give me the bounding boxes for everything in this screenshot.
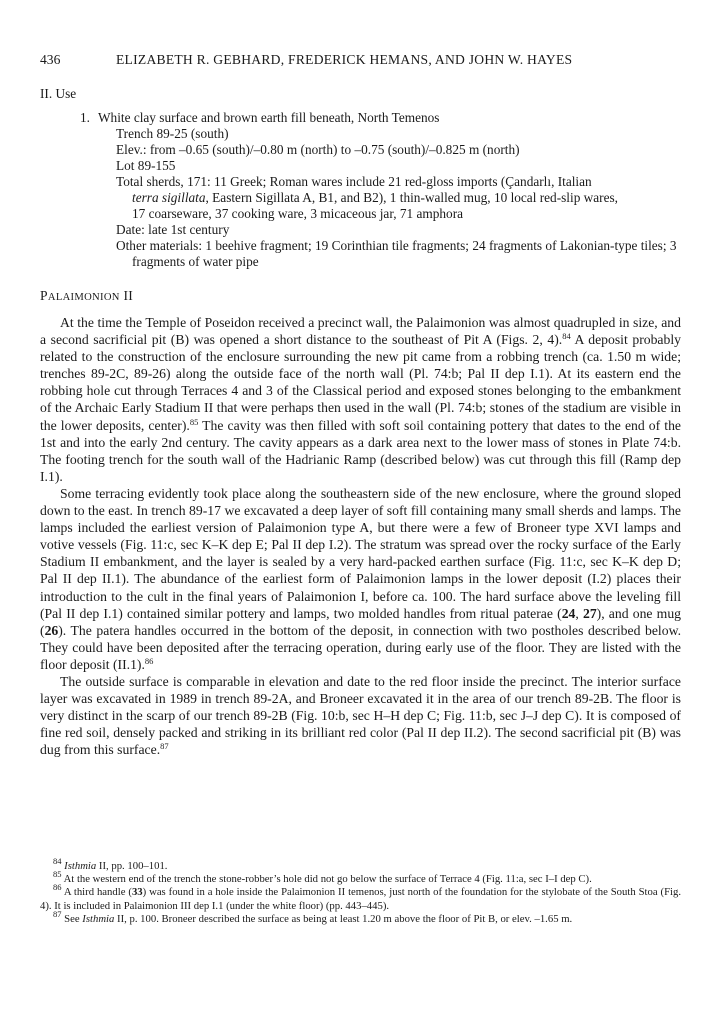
catalog-ref-26: 26 [44, 622, 59, 638]
footnote-84-italic: Isthmia [64, 860, 97, 872]
footnote-85-text: At the western end of the trench the stone-robber’s hole did not go below the surface of Terrace 4 (Fig. 11:a, sec I–I dep C). [61, 873, 592, 886]
use-item-title: White clay surface and brown earth fill beneath, North Temenos [98, 110, 440, 125]
paragraph-2-part-a: Some terracing evidently took place along the southeastern side of the new enclosure, where the ground sloped down to the east. In trench 89-17 we excavated a deep layer of soft fill containing many small sherds and lamps. The lamps included the earliest version of Palaimonion type A, but there were a few of Broneer type XVI lamps and votive vessels (Fig. 11:c, sec K–K dep E; Pal II dep I.2). The stratum was spread over the rocky surface of the Early Stadium II embankment, and the layer is sealed by a very hard-packed earthen surface (Fig. 11:c, sec K–K dep D; Pal II dep II.1). The abundance of the earliest form of Palaimonion lamps in the lower deposit (I.2) places their introduction to the cult in the final years of Palaimonion I, before ca. 100. The hard surface above the leveling fill (Pal II dep I.1) contained similar pottery and lamps, two molded handles from ritual paterae ( [40, 485, 681, 621]
use-sherds-line-2 [80, 190, 680, 206]
use-elevation: Elev.: from –0.65 (south)/–0.80 m (north) to –0.75 (south)/–0.825 m (north) [116, 142, 520, 157]
footnote-86 [40, 882, 681, 912]
section-title-initial: P [40, 288, 48, 303]
catalog-ref-24: 24 [561, 605, 576, 621]
footnote-number: 86 [53, 882, 62, 893]
paragraph-2 [40, 485, 681, 673]
footnote-85 [40, 869, 681, 886]
paragraph-1-part-b: A deposit probably related to the construction of the enclosure surrounding the new pit came from a robbing trench (ca. 1.50 m wide; trenches 89-2C, 89-26) along the outside face of the north wall (Pl. 74:b; Pal II dep I.1). At its eastern end the robbing hole cut through Terraces 4 and 3 of the Classical period and exposed stones belonging to the embankment of the Archaic Early Stadium II that were perhaps then used in the wall (Pl. 74:b; stones of the stadium are visible in the lower deposits, center). [40, 332, 682, 433]
catalog-ref-33: 33 [131, 886, 143, 899]
use-item-title-line [80, 110, 680, 126]
section-title-numeral: II [123, 288, 134, 303]
footnote-ref-87[interactable]: 87 [160, 741, 169, 752]
paragraph-1-part-a: At the time the Temple of Poseidon received a precinct wall, the Palaimonion was almost quadrupled in size, and a second sacrificial pit (B) was opened a short distance to the southeast of Pit A (Figs. 2, 4). [40, 315, 681, 348]
use-date: Date: late 1st century [116, 222, 230, 237]
footnote-number: 84 [53, 856, 62, 866]
running-authors: ELIZABETH R. GEBHARD, FREDERICK HEMANS, AND JOHN W. HAYES [116, 52, 573, 67]
use-entry [80, 110, 680, 270]
paragraph-2-part-c: ). The patera handles occurred in the bottom of the deposit, in connection with two postholes described below. They could have been deposited after the terracing operation, during early use of the floor. They are listed with the floor deposit (II.1). [40, 622, 681, 672]
use-heading: II. Use [40, 86, 77, 101]
catalog-ref-separator: , [575, 605, 583, 621]
footnotes [40, 856, 681, 926]
paragraph-3 [40, 673, 681, 758]
footnote-86-part-a: A third handle ( [61, 886, 132, 899]
footnote-87-part-a: See [61, 912, 83, 925]
footnote-87 [40, 908, 681, 926]
footnote-86-part-b: ) was found in a hole inside the Palaimonion II temenos, just north of the foundation for the stylobate of the South Stoa (Fig. 4). It is included in Palaimonion III dep I.1 (under the white floor) (pp. 443–445). [40, 886, 681, 912]
use-sherds-line-3: 17 coarseware, 37 cooking ware, 3 micaceous jar, 71 amphora [132, 206, 464, 221]
footnote-number: 85 [53, 869, 62, 880]
footnote-ref-86[interactable]: 86 [144, 655, 154, 666]
terra-sigillata-italic: terra sigillata [132, 190, 206, 205]
use-sherds-line-1: Total sherds, 171: 11 Greek; Roman wares include 21 red-gloss imports (Çandarlı, Italian [116, 174, 592, 189]
footnote-84 [40, 856, 681, 873]
page-number: 436 [40, 52, 61, 67]
section-title-smallcaps: ALAIMONION [47, 292, 120, 303]
use-sherds-line-2-rest: , Eastern Sigillata A, B1, and B2), 1 thin-walled mug, 10 local red-slip wares, [205, 190, 619, 205]
footnote-ref-84[interactable]: 84 [562, 331, 571, 342]
use-lot: Lot 89-155 [116, 158, 176, 173]
use-trench: Trench 89-25 (south) [116, 126, 229, 141]
body-text [40, 314, 681, 758]
footnote-ref-85[interactable]: 85 [189, 416, 199, 427]
section-title [40, 288, 133, 304]
footnote-84-text: II, pp. 100–101. [96, 860, 168, 872]
paragraph-2-part-b: ), and one mug ( [40, 605, 682, 638]
paragraph-3-part-a: The outside surface is comparable in elevation and date to the red floor inside the precinct. The interior surface layer was excavated in 1989 in trench 89-2A, and Broneer excavated it in the area of our trench 89-2B. The floor is very distinct in the scarp of our trench 89-2B (Fig. 10:b, sec H–H dep C; Fig. 11:b, sec J–J dep C). It is composed of fine red soil, densely packed and striking in its brilliant red color (Pal II dep II.2). The second sacrificial pit (B) was dug from this surface. [40, 673, 681, 758]
use-other-materials: Other materials: 1 beehive fragment; 19 Corinthian tile fragments; 24 fragments of Lakonian-type tiles; 3 fragments of water pipe [116, 238, 677, 269]
catalog-ref-27: 27 [582, 605, 597, 621]
paragraph-1 [40, 314, 681, 485]
footnote-87-part-b: II, p. 100. Broneer described the surface as being at least 1.20 m above the floor of Pit B, or elev. –1.65 m. [114, 912, 573, 925]
footnote-number: 87 [53, 908, 62, 919]
use-item-number: 1. [80, 110, 90, 125]
paragraph-1-part-c: The cavity was then filled with soft soil containing pottery that dates to the end of the 1st and into the early 2nd century. The cavity appears as a dark area next to the lower mass of stones in Plate 74:b. The footing trench for the south wall of the Hadrianic Ramp (described below) was cut through this fill (Ramp dep I.1). [40, 417, 681, 484]
footnote-87-italic: Isthmia [82, 912, 115, 925]
